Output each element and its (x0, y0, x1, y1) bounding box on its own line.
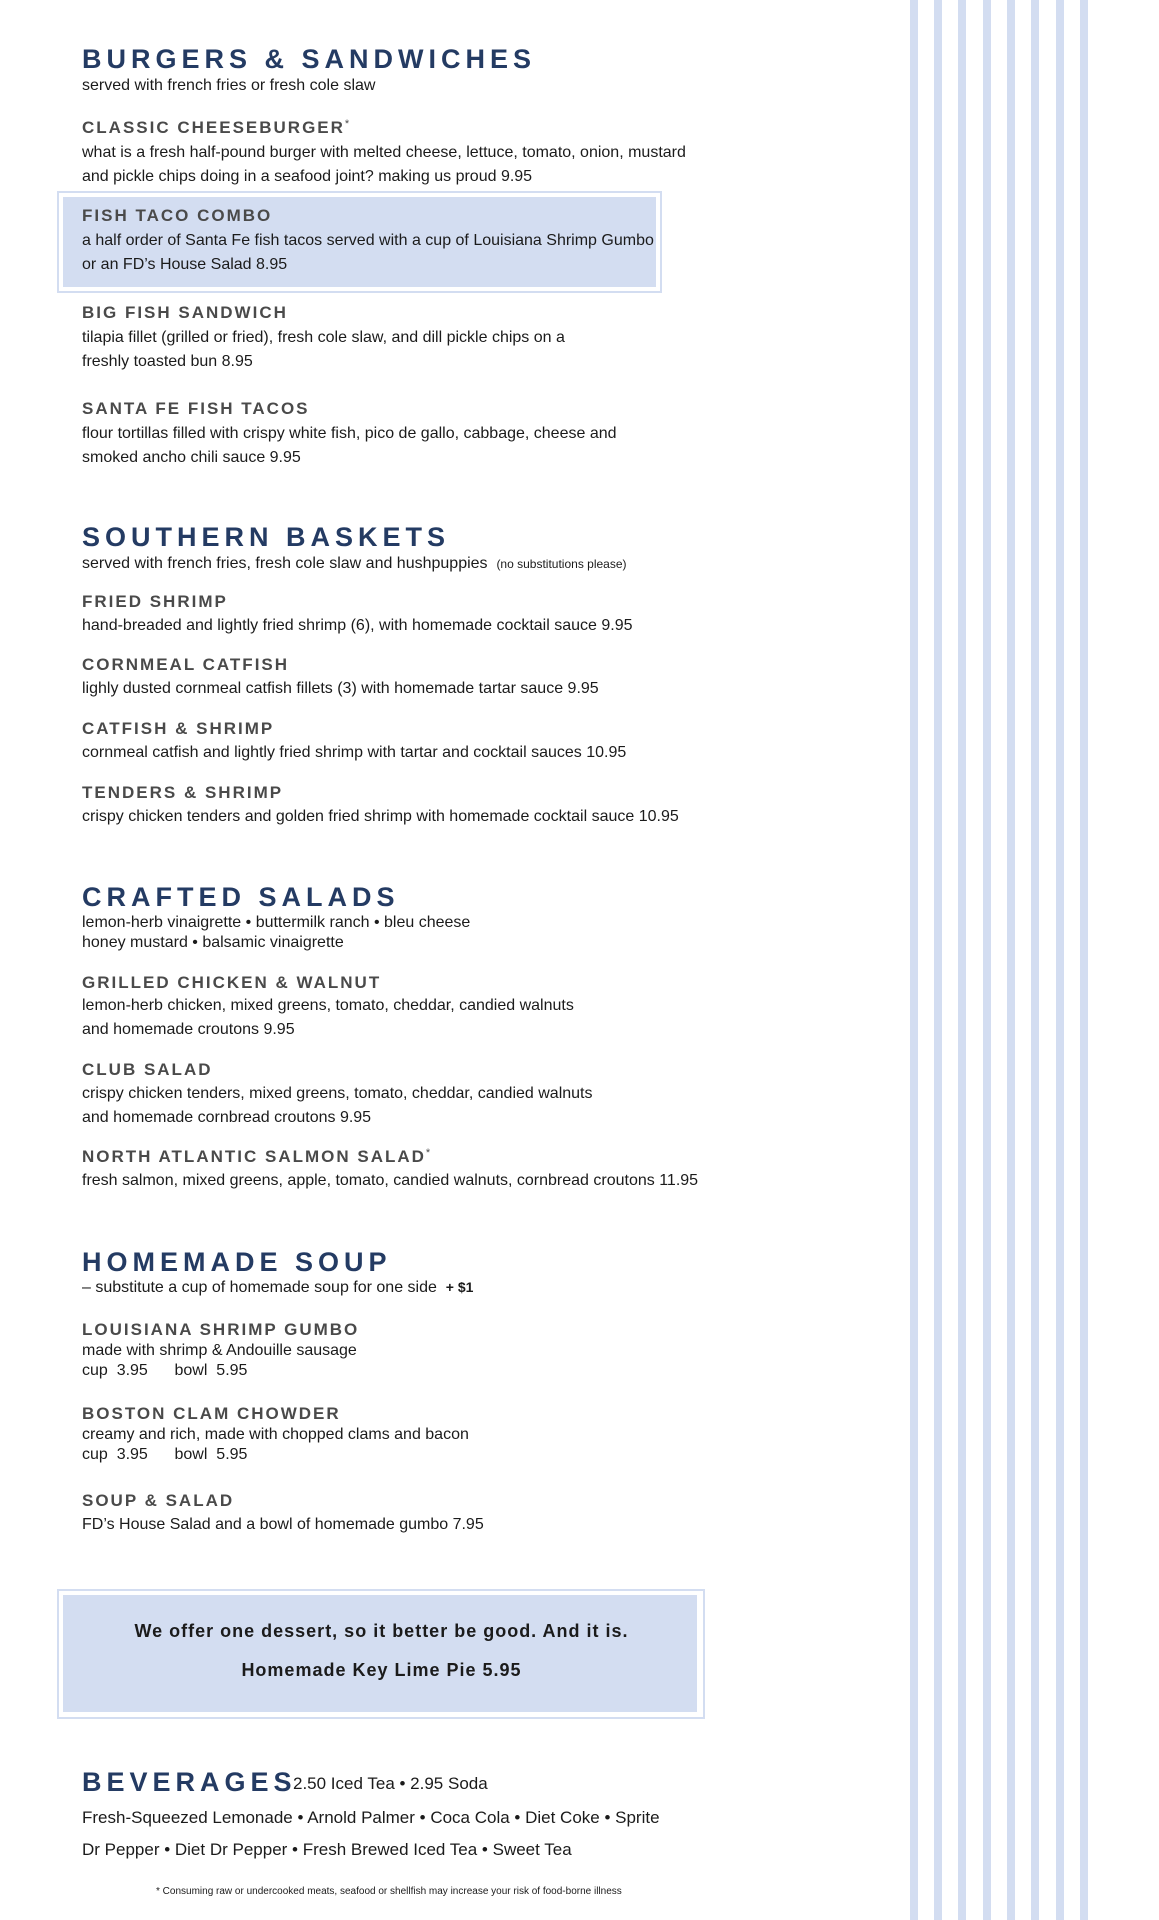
menu-item-name: FRIED SHRIMP (82, 592, 228, 611)
decorative-stripes (906, 0, 1091, 1920)
menu-item-name: CLUB SALAD (82, 1060, 213, 1079)
description-line: or an FD’s House Salad 8.95 (82, 256, 288, 273)
description-line: tilapia fillet (grilled or fried), fresh cole slaw, and dill pickle chips on a (82, 329, 565, 346)
menu-item-name: CORNMEAL CATFISH (82, 655, 290, 674)
description-line: lemon-herb chicken, mixed greens, tomato, cheddar, candied walnuts (82, 997, 574, 1014)
section-subtitle-soup (82, 1279, 473, 1297)
stripe (958, 0, 966, 1920)
description-line: crispy chicken tenders, mixed greens, tomato, cheddar, candied walnuts (82, 1085, 593, 1102)
menu-item-name: GRILLED CHICKEN & WALNUT (82, 973, 382, 992)
section-title-burgers: BURGERS & SANDWICHES (82, 44, 537, 74)
item-name-text: CLASSIC CHEESEBURGER (82, 118, 345, 137)
menu-item-name: BIG FISH SANDWICH (82, 303, 288, 322)
menu-item-description (82, 1082, 732, 1130)
health-advisory-footnote: * Consuming raw or undercooked meats, seafood or shellfish may increase your risk of food-borne illness (156, 1886, 622, 1897)
stripe (934, 0, 942, 1920)
menu-item-name (82, 1147, 432, 1167)
description-line: what is a fresh half-pound burger with melted cheese, lettuce, tomato, onion, mustard (82, 144, 686, 161)
description-line: creamy and rich, made with chopped clams and bacon (82, 1426, 469, 1443)
stripe (1007, 0, 1015, 1920)
section-subtitle-baskets (82, 555, 627, 573)
beverage-prices: 2.50 Iced Tea • 2.95 Soda (293, 1774, 488, 1793)
asterisk-mark: * (425, 1147, 433, 1159)
description-line: and homemade croutons 9.95 (82, 1021, 295, 1038)
menu-item-description: hand-breaded and lightly fried shrimp (6), with homemade cocktail sauce 9.95 (82, 617, 633, 634)
description-line: and homemade cornbread croutons 9.95 (82, 1109, 372, 1126)
item-name-text: NORTH ATLANTIC SALMON SALAD (82, 1147, 426, 1166)
stripe (1056, 0, 1064, 1920)
menu-item-description (82, 1341, 732, 1381)
menu-item-name: LOUISIANA SHRIMP GUMBO (82, 1320, 360, 1339)
menu-item-name: BOSTON CLAM CHOWDER (82, 1404, 341, 1423)
section-title-salads: CRAFTED SALADS (82, 882, 400, 912)
stripe (1080, 0, 1088, 1920)
menu-item-description: crispy chicken tenders and golden fried shrimp with homemade cocktail sauce 10.95 (82, 808, 679, 825)
menu-item-name: SANTA FE FISH TACOS (82, 399, 310, 418)
subtitle-text: served with french fries, fresh cole slaw and hushpuppies (82, 555, 488, 572)
menu-item-description (82, 326, 732, 374)
dessert-tagline: We offer one dessert, so it better be good. And it is. (134, 1621, 629, 1641)
menu-item-description: lighly dusted cornmeal catfish fillets (3) with homemade tartar sauce 9.95 (82, 680, 599, 697)
description-line: flour tortillas filled with crispy white fish, pico de gallo, cabbage, cheese and (82, 425, 617, 442)
substitution-note: (no substitutions please) (496, 557, 627, 571)
menu-item-name: FISH TACO COMBO (82, 206, 273, 225)
menu-item-description (82, 994, 732, 1042)
description-line: a half order of Santa Fe fish tacos served with a cup of Louisiana Shrimp Gumbo (82, 232, 654, 249)
description-line: made with shrimp & Andouille sausage (82, 1342, 357, 1359)
dressings-line: honey mustard • balsamic vinaigrette (82, 934, 344, 951)
asterisk-mark: * (344, 118, 352, 130)
section-title-soup: HOMEMADE SOUP (82, 1247, 392, 1277)
menu-item-name (82, 118, 351, 138)
menu-item-description (82, 141, 732, 189)
price-line: cup 3.95 bowl 5.95 (82, 1362, 248, 1379)
menu-item-name: SOUP & SALAD (82, 1491, 235, 1510)
menu-item-description: FD’s House Salad and a bowl of homemade gumbo 7.95 (82, 1516, 484, 1533)
description-line: freshly toasted bun 8.95 (82, 353, 253, 370)
menu-item-name: CATFISH & SHRIMP (82, 719, 275, 738)
dessert-item: Homemade Key Lime Pie 5.95 (241, 1660, 522, 1680)
menu-item-name: TENDERS & SHRIMP (82, 783, 284, 802)
menu-item-description: fresh salmon, mixed greens, apple, tomato, candied walnuts, cornbread croutons 11.95 (82, 1172, 699, 1189)
beverage-list-line: Dr Pepper • Diet Dr Pepper • Fresh Brewed Iced Tea • Sweet Tea (82, 1840, 572, 1859)
menu-item-description (82, 1425, 732, 1465)
dessert-box (63, 1595, 697, 1712)
beverage-list-line: Fresh-Squeezed Lemonade • Arnold Palmer • Coca Cola • Diet Coke • Sprite (82, 1808, 660, 1827)
section-title-baskets: SOUTHERN BASKETS (82, 522, 451, 552)
menu-item-description (82, 229, 732, 277)
section-subtitle-burgers: served with french fries or fresh cole slaw (82, 77, 376, 94)
dressings-line: lemon-herb vinaigrette • buttermilk ranch • bleu cheese (82, 914, 471, 931)
menu-item-description: cornmeal catfish and lightly fried shrimp with tartar and cocktail sauces 10.95 (82, 744, 627, 761)
price-line: cup 3.95 bowl 5.95 (82, 1446, 248, 1463)
stripe (1031, 0, 1039, 1920)
description-line: and pickle chips doing in a seafood joint? making us proud 9.95 (82, 168, 533, 185)
upcharge-price: + $1 (445, 1279, 474, 1295)
section-title-beverages: BEVERAGES (82, 1767, 297, 1797)
subtitle-text: – substitute a cup of homemade soup for one side (82, 1279, 437, 1296)
stripe (983, 0, 991, 1920)
stripe (910, 0, 918, 1920)
description-line: smoked ancho chili sauce 9.95 (82, 449, 301, 466)
menu-item-description (82, 422, 732, 470)
